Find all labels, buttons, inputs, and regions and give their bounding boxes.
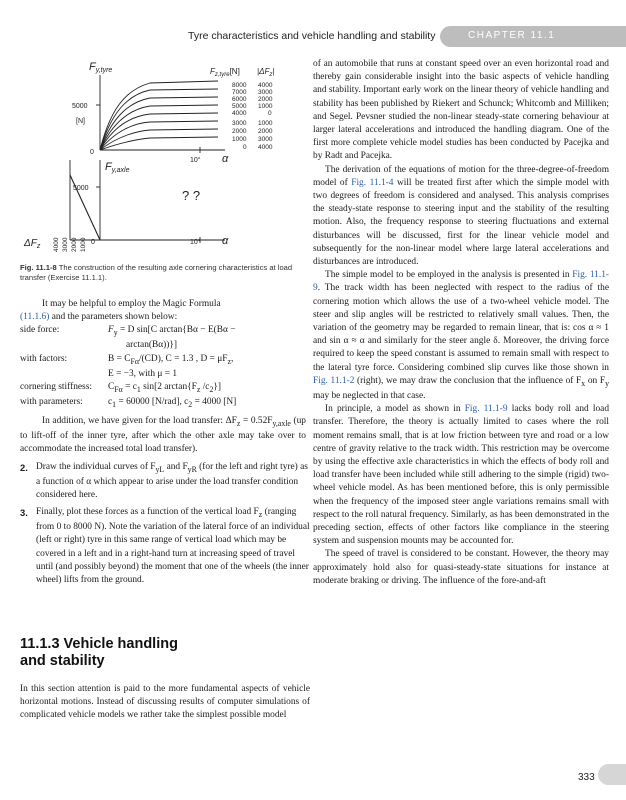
equation-side-force: side force: $F_y = D$ sin[C arctan{Bα − E(Bα − arctan(Bα))}] — [20, 325, 236, 351]
equation-factors: with factors: $B = C_{F\alpha}/(CD)$, C = 1.3 , $D = \mu F_z$, E = −3, with μ = 1 — [20, 353, 234, 379]
svg-text:2000: 2000 — [258, 128, 273, 135]
svg-text:3000: 3000 — [258, 89, 273, 96]
page-number: 333 — [578, 772, 595, 783]
right-paragraph-5: The speed of travel is considered to be constant. However, the theory may approximately hold also for quasi-steady-state situations for instance at moderate braking or driving. The influence of the fore-and-aft — [313, 549, 609, 586]
upper-y-unit: [N] — [76, 118, 85, 125]
svg-text:5000: 5000 — [232, 103, 247, 110]
figure-link-11-1-4[interactable]: Fig. 11.1-4 — [351, 177, 394, 188]
tyre-curve-3000 — [100, 121, 218, 150]
fz-tyre-label: $F_{z,tyre}[N]$ — [210, 67, 240, 78]
svg-text:7000: 7000 — [232, 89, 247, 96]
intro-paragraph: It may be helpful to employ the Magic Formula (11.1.6) and the parameters shown below: — [20, 299, 221, 323]
exercise-item-2: 2. Draw the individual curves of $F_{yL}$ and $F_{yR}$ (for the left and right tyre) as a function of α which appear to arise under the load transfer condition considered here. — [20, 461, 308, 500]
caption-label: Fig. 11.1-8 — [20, 263, 57, 272]
svg-text:2000: 2000 — [71, 237, 78, 252]
svg-text:6000: 6000 — [232, 96, 247, 103]
question-marks: ? ? — [182, 188, 201, 203]
left-column — [20, 298, 310, 587]
svg-text:1000: 1000 — [232, 136, 247, 143]
equation-cornering-stiffness: cornering stiffness: $C_{F\alpha} = c_1$ sin[2 $\arctan\{F_z$ $/c_2$}] — [20, 381, 222, 394]
svg-text:1000: 1000 — [80, 237, 87, 252]
load-transfer-paragraph: In addition, we have given for the load transfer: $\Delta F_z = 0.52F_{y,axle}$ (up to lift-off of the inner tyre, after which the other axle may take over to accommodate the increased total load transfer). — [20, 416, 306, 455]
figure-link-11-1-9[interactable]: Fig. 11.1-9 — [313, 270, 610, 294]
section-heading: 11.1.3 Vehicle handling and stability — [20, 636, 178, 669]
svg-text:2000: 2000 — [232, 128, 247, 135]
caption-text: The construction of the resulting axle cornering characteristics at load transfer (Exercise 11.1.1). — [20, 263, 293, 282]
svg-text:2000: 2000 — [258, 96, 273, 103]
figure-caption — [20, 263, 310, 283]
right-paragraph-1: of an automobile that runs at constant speed over an even horizontal road and thereby gain considerable insight into the basic aspects of vehicle handling and stability. Important early work on the linear theory of vehicle handling and stability has been published by Riekert and Schunck; Whitcomb and Milliken; and Segel. Pevsner studied the non-linear steady-state cornering behaviour at larger lateral accelerations and introduced the handling diagram. One of the first more complete vehicle model studies has been conducted by Pacejka and by Radt and Pacejka. — [313, 59, 609, 162]
section-intro-paragraph: In this section attention is paid to the more fundamental aspects of vehicle horizontal motions. Instead of discussing results of computer simulations of complicated vehicle models we rather take the simplest possible model — [20, 684, 310, 721]
right-column — [313, 58, 609, 588]
page-number-tab — [598, 764, 626, 785]
equation-parameters: with parameters: $c_1 = 60000$ [N/rad], $c_2 = 4000$ [N] — [20, 397, 237, 409]
svg-text:4000: 4000 — [53, 237, 60, 252]
upper-angle-tick: 10° — [190, 157, 201, 164]
right-paragraph-3: The simple model to be employed in the analysis is presented in Fig. 11.1-9. The track width has been neglected with respect to the radius of the cornering motion which allows the use of a two-wheel vehicle model. The steer and slip angles will be restricted to relatively small values. Then, the variation of the geometry may be regarded to remain linear, that is: cos α ≈ 1 and sin α ≈ α and similarly for the steer angle δ. Moreover, the driving force required to keep the speed constant is assumed to remain small with respect to the lateral tyre force. Considering combined slip curves like those shown in Fig. 11.1-2 (right), we may draw the conclusion that the influence of $F_x$ on $F_y$ may be neglected in that case. — [313, 270, 610, 401]
fy-axle-label: Fy,axle — [105, 161, 130, 174]
upper-y-tick-label: 5000 — [72, 103, 88, 110]
figure-link-11-1-2[interactable]: Fig. 11.1-2 — [313, 375, 355, 386]
exercise-item-3: 3. Finally, plot these forces as a function of the vertical load $F_z$ (ranging from 0 to 8000 N). Note the variation of the lateral force of an individual (left or right) tyre in this same range of vertical load which may be covered in a left and in a right-hand turn at increasing speed of travel until (and possibly beyond) the moment that one of the wheels (the inner wheel) lifts from the ground. — [20, 507, 310, 585]
svg-text:0: 0 — [243, 144, 247, 151]
upper-alpha: α — [222, 153, 229, 165]
right-paragraph-4: In principle, a model as shown in Fig. 11.1-9 lacks body roll and load transfer. Therefore, the theory is actually limited to cases where the roll moment remains small, that is at low friction between tyre and road or a low centre of gravity relative to the track width. This restriction may be overcome by using the effective axle characteristics in which the effects of body roll and load transfer have been included while still adhering to the simple (rigid) two-wheel vehicle model. As has been mentioned before, this is only permissible when the frequency of the imposed steer angle variations remains small with respect to the roll natural frequency. Similarly, as has been demonstrated in the preceding section, effects of other factors like compliance in the steering system and suspension mounts may be accounted for. — [313, 404, 610, 547]
fy-tyre-label: Fy,tyre — [89, 61, 113, 74]
svg-text:4000: 4000 — [258, 82, 273, 89]
figure-axle-cornering — [10, 50, 310, 290]
lower-y-tick-label: 5000 — [73, 185, 89, 192]
svg-text:4000: 4000 — [258, 144, 273, 151]
chapter-tab: CHAPTER 11.1 — [458, 26, 626, 47]
tyre-curve-2000 — [100, 129, 218, 150]
lower-angle-tick: 10° — [190, 239, 201, 246]
svg-text:3000: 3000 — [62, 237, 69, 252]
svg-text:1000: 1000 — [258, 103, 273, 110]
equation-link[interactable]: (11.1.6) — [20, 312, 50, 323]
svg-text:8000: 8000 — [232, 82, 247, 89]
svg-text:1000: 1000 — [258, 120, 273, 127]
svg-text:4000: 4000 — [232, 110, 247, 117]
lower-origin: 0 — [91, 239, 95, 246]
lower-alpha: α — [222, 235, 229, 247]
running-header-title: Tyre characteristics and vehicle handling and stability — [188, 30, 436, 42]
svg-text:3000: 3000 — [232, 120, 247, 127]
tyre-curve-8000 — [100, 81, 218, 150]
dfz-value-column — [258, 82, 273, 151]
right-paragraph-2: The derivation of the equations of motion for the three-degree-of-freedom model of Fig. 11.1-4 will be treated first after which the simple model with two degrees of freedom is considered and analysed. This analysis comprises the steady-state response to steering input and the stability of the resulting motion. Also, the frequency response to steering fluctuations and external disturbances will be discussed, first for the linear vehicle model and subsequently for the non-linear model where large lateral accelerations and disturbances are introduced. — [313, 164, 610, 268]
dfz-label: $|\Delta F_z|$ — [257, 67, 275, 78]
fz-value-column — [232, 82, 247, 151]
delta-fz-label: $\Delta F_z$ — [24, 238, 41, 250]
upper-origin: 0 — [90, 149, 94, 156]
svg-text:3000: 3000 — [258, 136, 273, 143]
figure-link-11-1-9-b[interactable]: Fig. 11.1-9 — [464, 404, 508, 415]
svg-text:0: 0 — [268, 110, 272, 117]
